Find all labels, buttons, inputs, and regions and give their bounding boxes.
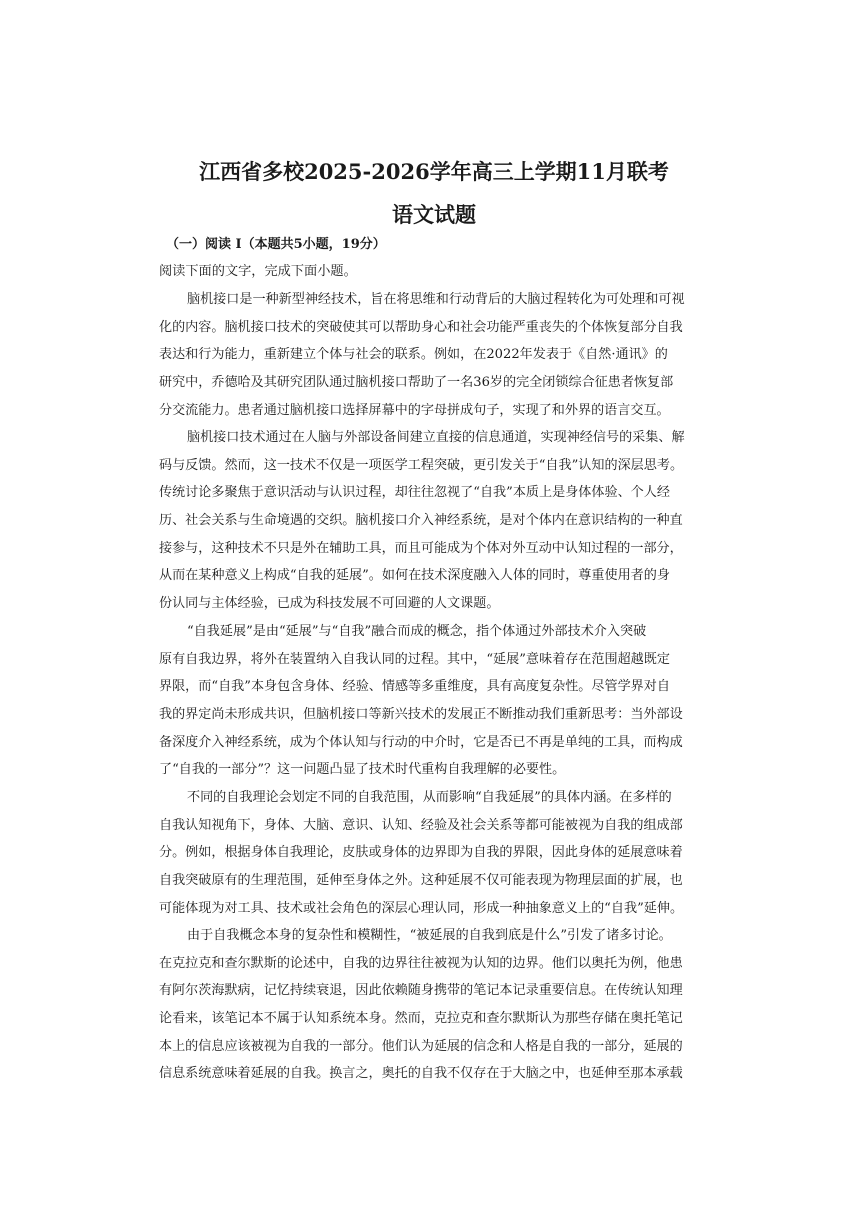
paragraph-line: 信息系统意味着延展的自我。换言之，奥托的自我不仅存在于大脑之中，也延伸至那本承载: [159, 1066, 683, 1082]
exam-subtitle: 语文试题: [392, 202, 476, 227]
reading-instruction: 阅读下面的文字，完成下面小题。: [159, 264, 357, 279]
paragraph-line: 脑机接口是一种新型神经技术，旨在将思维和行动背后的大脑过程转化为可处理和可视: [187, 292, 685, 307]
paragraph-line: 自我认知视角下，身体、大脑、意识、认知、经验及社会关系等都可能被视为自我的组成部: [159, 817, 683, 833]
paragraph-line: 我的界定尚未形成共识，但脑机接口等新兴技术的发展正不断推动我们重新思考：当外部设: [159, 707, 683, 723]
paragraph-line: 传统讨论多聚焦于意识活动与认识过程，却往往忽视了“自我”本质上是身体体验、个人经: [159, 485, 670, 501]
paragraph-line: “自我延展”是由“延展”与“自我”融合而成的概念，指个体通过外部技术介入突破: [187, 624, 647, 639]
paragraph-line: 了“自我的一部分”？这一问题凸显了技术时代重构自我理解的必要性。: [159, 762, 566, 778]
paragraph-line: 可能体现为对工具、技术或社会角色的深层心理认同，形成一种抽象意义上的“自我”延伸。: [159, 900, 684, 916]
paragraph-line: 有阿尔茨海默病，记忆持续衰退，因此依赖随身携带的笔记本记录重要信息。在传统认知理: [159, 983, 683, 999]
paragraph-line: 备深度介入神经系统，成为个体认知与行动的中介时，它是否已不再是单纯的工具，而构成: [159, 734, 683, 750]
paragraph-line: 本上的信息应该被视为自我的一部分。他们认为延展的信念和人格是自我的一部分，延展的: [159, 1038, 683, 1054]
paragraph-line: 历、社会关系与生命境遇的交织。脑机接口介入神经系统，是对个体内在意识结构的一种直: [159, 513, 683, 529]
paragraph-line: 自我突破原有的生理范围，延伸至身体之外。这种延展不仅可能表现为物理层面的扩展，也: [159, 873, 683, 889]
paragraph-line: 原有自我边界，将外在装置纳入自我认同的过程。其中，“延展”意味着存在范围超越既定: [159, 651, 670, 667]
passage-paragraph-3: [159, 618, 711, 784]
passage-paragraph-1: [159, 286, 711, 424]
section-heading: （一）阅读 Ⅰ（本题共5小题，19分）: [166, 237, 386, 252]
passage-paragraph-5: [159, 922, 711, 1088]
paragraph-line: 脑机接口技术通过在人脑与外部设备间建立直接的信息通道，实现神经信号的采集、解: [187, 430, 685, 445]
paragraph-line: 论看来，该笔记本不属于认知系统本身。然而，克拉克和查尔默斯认为那些存储在奥托笔记: [159, 1011, 683, 1027]
passage-paragraph-4: [159, 784, 711, 922]
paragraph-line: 表达和行为能力，重新建立个体与社会的联系。例如，在2022年发表于《自然·通讯》的: [159, 347, 668, 363]
paragraph-line: 码与反馈。然而，这一技术不仅是一项医学工程突破，更引发关于“自我”认知的深层思考。: [159, 457, 684, 473]
paragraph-line: 从而在某种意义上构成“自我的延展”。如何在技术深度融入人体的同时，尊重使用者的身: [159, 568, 670, 584]
exam-title: 江西省多校2025-2026学年高三上学期11月联考: [199, 159, 669, 184]
paragraph-line: 界限，而“自我”本身包含身体、经验、情感等多重维度，具有高度复杂性。尽管学界对自: [159, 679, 670, 695]
paragraph-line: 接参与，这种技术不只是外在辅助工具，而且可能成为个体对外互动中认知过程的一部分，: [159, 540, 683, 556]
paragraph-line: 研究中，乔德哈及其研究团队通过脑机接口帮助了一名36岁的完全闭锁综合征患者恢复部: [159, 375, 674, 391]
passage-paragraph-2: [159, 424, 711, 618]
paragraph-line: 化的内容。脑机接口技术的突破使其可以帮助身心和社会功能严重丧失的个体恢复部分自我: [159, 319, 683, 335]
paragraph-line: 在克拉克和查尔默斯的论述中，自我的边界往往被视为认知的边界。他们以奥托为例，他患: [159, 955, 683, 971]
paragraph-line: 分。例如，根据身体自我理论，皮肤或身体的边界即为自我的界限，因此身体的延展意味着: [159, 845, 683, 861]
paragraph-line: 由于自我概念本身的复杂性和模糊性，“被延展的自我到底是什么”引发了诸多讨论。: [187, 928, 672, 943]
paragraph-line: 不同的自我理论会划定不同的自我范围，从而影响“自我延展”的具体内涵。在多样的: [187, 790, 672, 805]
paragraph-line: 分交流能力。患者通过脑机接口选择屏幕中的字母拼成句子，实现了和外界的语言交互。: [159, 402, 670, 418]
paragraph-line: 份认同与主体经验，已成为科技发展不可回避的人文课题。: [159, 596, 500, 612]
